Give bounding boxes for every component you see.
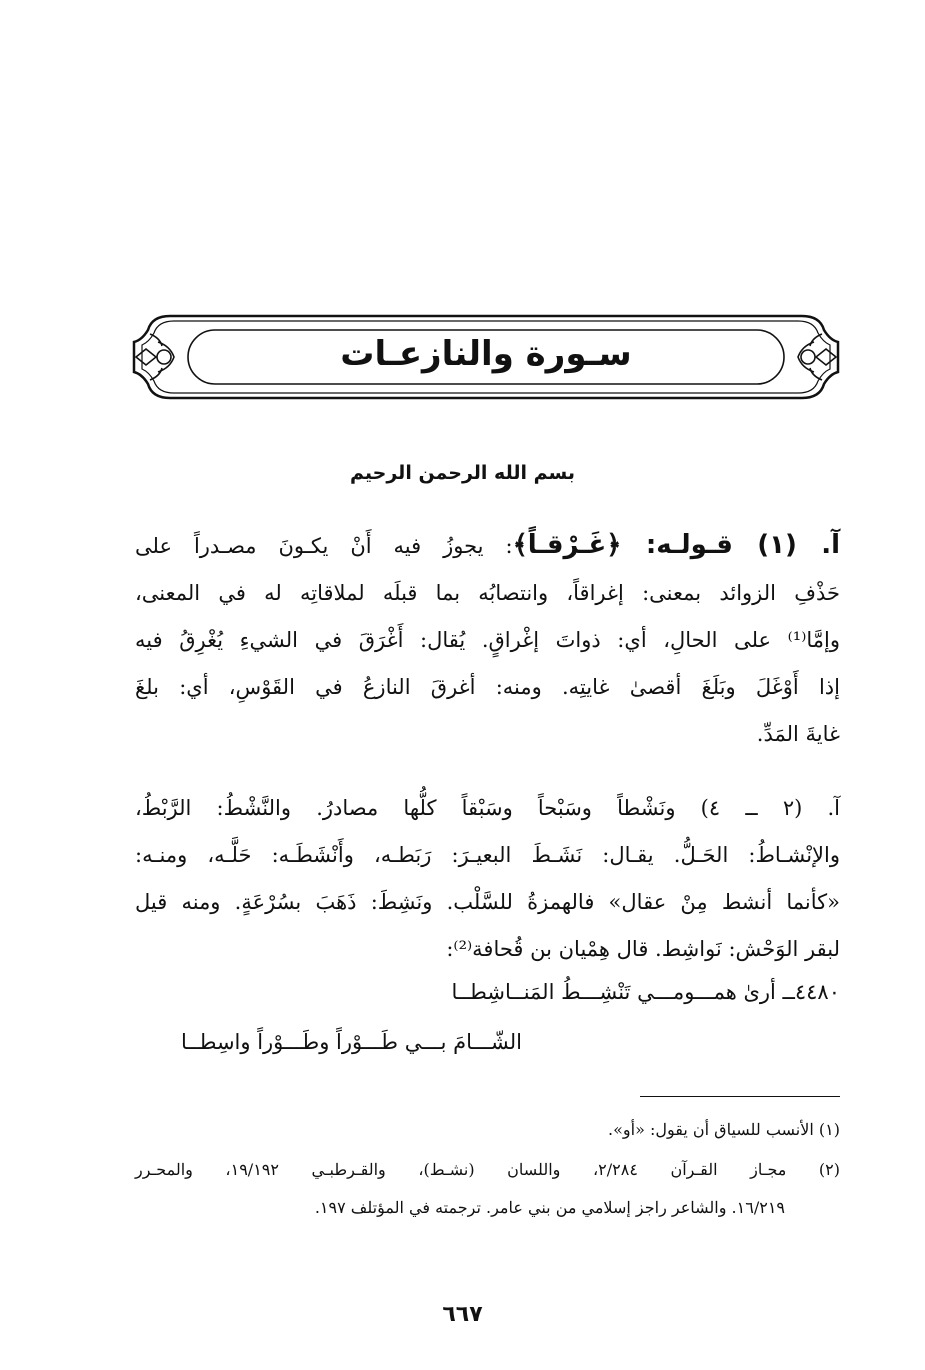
footnote-1: (١) الأنسب للسياق أن يقول: «أو». <box>608 1120 840 1139</box>
page-number: ٦٦٧ <box>442 1302 483 1327</box>
paragraph-line: لبقر الوَحْش: نَواشِط. قال هِمْيان بن قُحافة⁽²⁾: <box>446 937 840 961</box>
paragraph-line: حَذْفِ الزوائد بمعنى: إغراقاً، وانتصابُه بما قبلَه لملاقاتِه له في المعنى، <box>135 581 840 605</box>
footnote-2-line-1: (٢) مجـاز القـرآن ٢/٢٨٤، واللسان (نشـط)، والقـرطبـي ١٩/١٩٢، والمحـرر <box>135 1160 841 1179</box>
paragraph-line: وإمَّا⁽¹⁾ على الحالِ، أي: ذواتَ إغْراقٍ. يُقال: أَغْرَقَ في الشيءِ يُغْرِقُ فيه <box>135 628 840 652</box>
basmala: بسم الله الرحمن الرحيم <box>350 462 575 484</box>
commentary-paragraph-2 <box>135 785 840 973</box>
paragraph-line <box>135 522 840 570</box>
poem-line-1: ٤٤٨٠ــ أرىٰ همـــومـــي تَنْشِـــطُ المَنــاشِطــا <box>451 980 840 1004</box>
paragraph-line: غايةَ المَدِّ. <box>756 722 840 746</box>
verse-reference: آ. (١) قـولـه: ﴿غَـرْقـاً﴾ <box>512 530 840 560</box>
paragraph-line: «كأنما أنشط مِنْ عقال» فالهمزةُ للسَّلْب. ونَشِطَ: ذَهَبَ بسُرْعَةٍ. ومنه قيل <box>135 890 840 914</box>
paragraph-text: : يجوزُ فيه أَنْ يكـونَ مصـدراً على <box>135 534 513 558</box>
paragraph-line: آ. (٢ ــ ٤) ونَشْطاً وسَبْحاً وسَبْقاً كلُّها مصادرُ. والنَّشْطُ: الرَّبْطُ، <box>135 796 840 820</box>
paragraph-line: والإنْشـاطُ: الحَـلُّ. يقـال: نَشَـطَ البعيـرَ: رَبَطـه، وأَنْشَطَـه: حَلَّـه، ومنـه: <box>135 843 840 867</box>
poem-line-2: الشّـــامَ بـــي طَـــوْراً وطَـــوْراً واسِطــا <box>181 1030 522 1054</box>
commentary-paragraph-1 <box>135 522 840 758</box>
paragraph-line: إذا أَوْغَلَ وبَلَغَ أقصىٰ غايتِه. ومنه: أغرقَ النازعُ في القَوْسِ، أي: بلغَ <box>135 675 840 699</box>
surah-title: سـورة والنازعـات <box>340 334 632 374</box>
footnote-separator <box>640 1096 840 1097</box>
footnote-2-line-2: ١٦/٢١٩. والشاعر راجز إسلامي من بني عامر. ترجمته في المؤتلف ١٩٧. <box>314 1198 785 1217</box>
surah-title-frame <box>130 312 842 402</box>
